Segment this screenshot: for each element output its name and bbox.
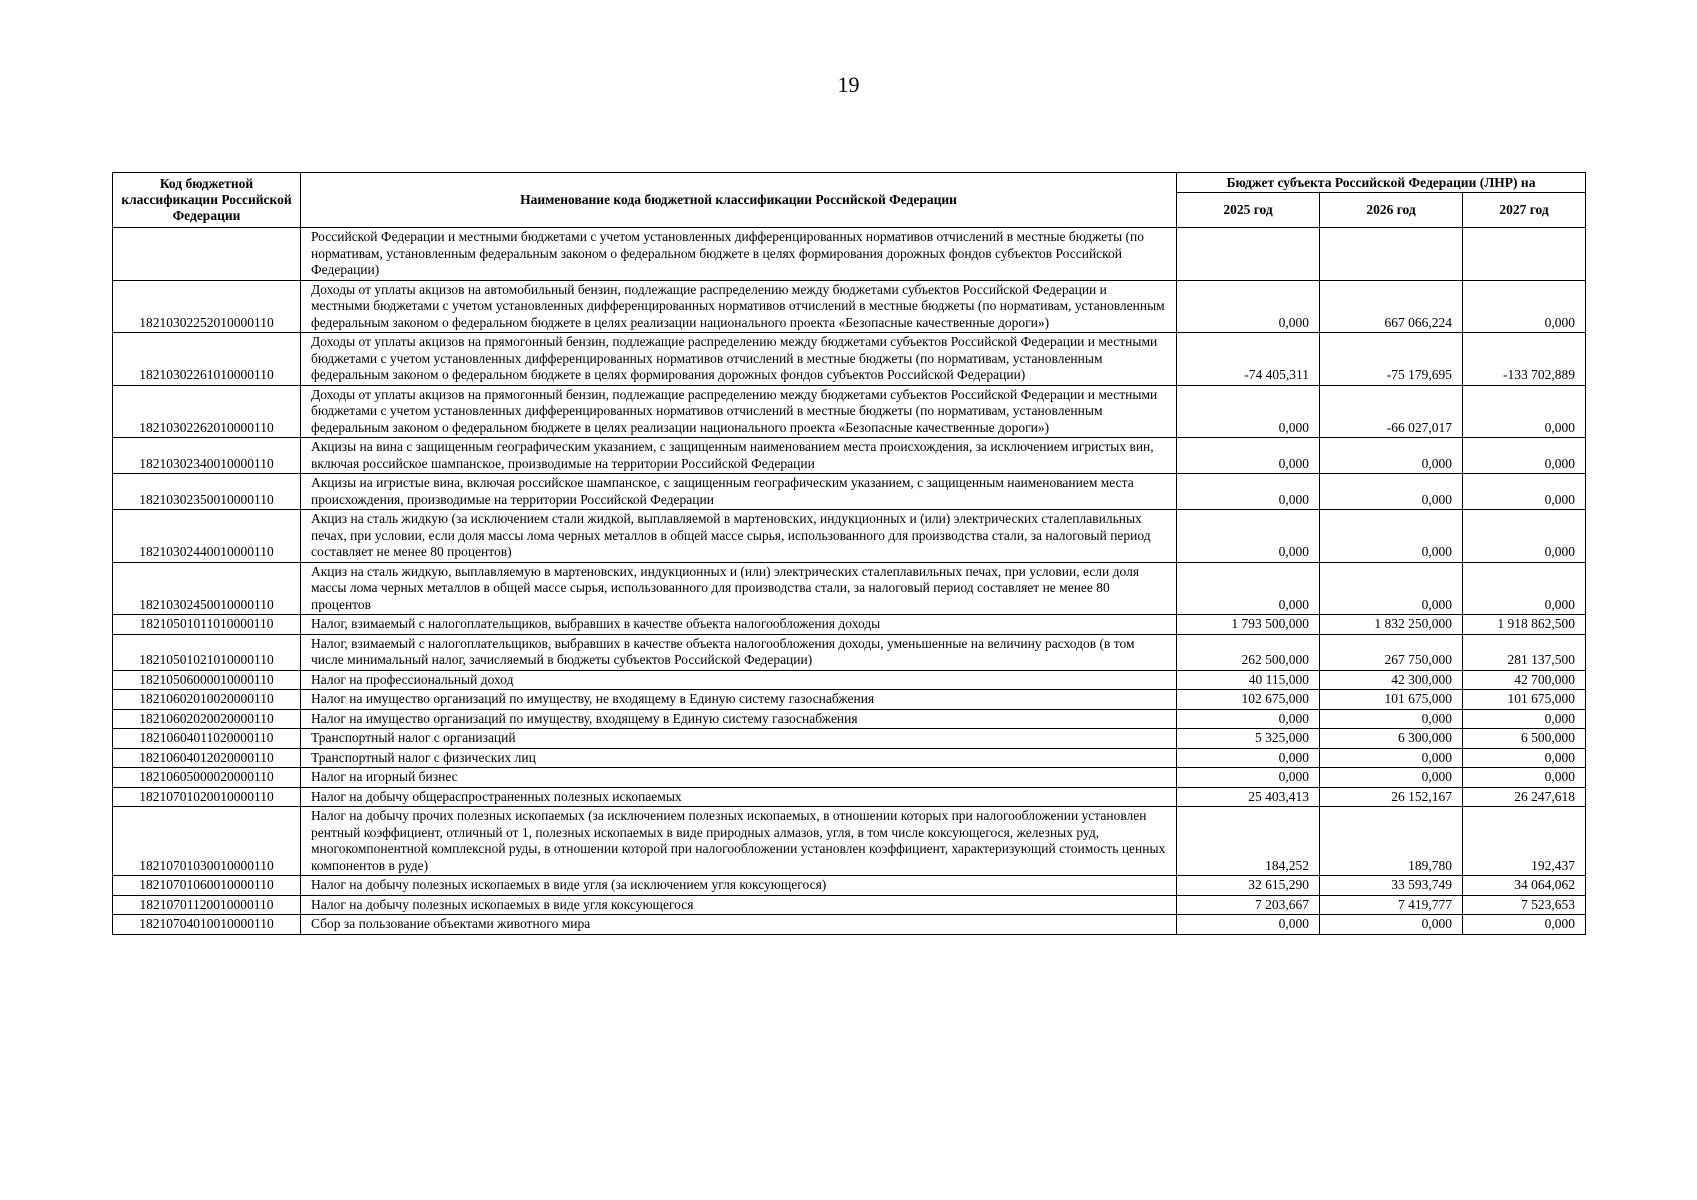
budget-table <box>112 172 1586 935</box>
row-value-2026: 1 832 250,000 <box>1320 615 1463 635</box>
row-value-2025: 0,000 <box>1177 768 1320 788</box>
table-row <box>113 634 1586 670</box>
row-value-2025: 32 615,290 <box>1177 876 1320 896</box>
row-name: Акциз на сталь жидкую (за исключением стали жидкой, выплавляемой в мартеновских, индукционных и (или) электрических сталеплавильных печах, при условии, если доля массы лома черных металлов в общей массе сырья, использованного для производства стали, за налоговый период составляет не менее 80 процентов) <box>301 510 1177 563</box>
row-code <box>113 228 301 281</box>
table-row <box>113 876 1586 896</box>
table-row <box>113 915 1586 935</box>
row-name: Налог, взимаемый с налогоплательщиков, выбравших в качестве объекта налогообложения доходы <box>301 615 1177 635</box>
row-value-2027: 0,000 <box>1463 915 1586 935</box>
table-row <box>113 438 1586 474</box>
table-row <box>113 807 1586 876</box>
table-row <box>113 615 1586 635</box>
row-name: Сбор за пользование объектами животного мира <box>301 915 1177 935</box>
table-header <box>113 173 1586 228</box>
table-row <box>113 333 1586 386</box>
row-name: Российской Федерации и местными бюджетами с учетом установленных дифференцированных нормативов отчислений в местные бюджеты (по нормативам, установленным федеральным законом о федеральном бюджете в целях формирования дорожных фондов субъектов Российской Федерации) <box>301 228 1177 281</box>
row-name: Акциз на сталь жидкую, выплавляемую в мартеновских, индукционных и (или) электрических сталеплавильных печах, при условии, если доля массы лома черных металлов в общей массе сырья, использованного для производства стали, за налоговый период составляет не менее 80 процентов <box>301 562 1177 615</box>
row-value-2025: 7 203,667 <box>1177 895 1320 915</box>
row-code: 18210302440010000110 <box>113 510 301 563</box>
row-value-2026: 0,000 <box>1320 474 1463 510</box>
row-code: 18210302450010000110 <box>113 562 301 615</box>
table-row <box>113 709 1586 729</box>
row-value-2025: 0,000 <box>1177 748 1320 768</box>
row-value-2027: 0,000 <box>1463 748 1586 768</box>
row-name: Налог на добычу полезных ископаемых в виде угля коксующегося <box>301 895 1177 915</box>
row-value-2025: 0,000 <box>1177 438 1320 474</box>
table-row <box>113 280 1586 333</box>
row-name: Акцизы на вина с защищенным географическим указанием, с защищенным наименованием места происхождения, за исключением игристых вин, включая российское шампанское, производимые на территории Российской Федерации <box>301 438 1177 474</box>
table-row <box>113 787 1586 807</box>
header-year-2027: 2027 год <box>1463 193 1586 228</box>
row-code: 18210604012020000110 <box>113 748 301 768</box>
row-code: 18210506000010000110 <box>113 670 301 690</box>
row-value-2026: 42 300,000 <box>1320 670 1463 690</box>
row-value-2026: -75 179,695 <box>1320 333 1463 386</box>
table-row <box>113 729 1586 749</box>
row-value-2025: 102 675,000 <box>1177 690 1320 710</box>
table-body <box>113 228 1586 935</box>
row-name: Налог, взимаемый с налогоплательщиков, выбравших в качестве объекта налогообложения доходы, уменьшенные на величину расходов (в том числе минимальный налог, зачисляемый в бюджеты субъектов Российской Федерации) <box>301 634 1177 670</box>
row-name: Налог на добычу прочих полезных ископаемых (за исключением полезных ископаемых, в отношении которых при налогообложении установлен рентный коэффициент, отличный от 1, полезных ископаемых в виде природных алмазов, угля, в том числе коксующегося, железных руд, многокомпонентной комплексной руды, в отношении которой при налогообложении установлен коэффициент, характеризующий стоимость ценных компонентов в руде) <box>301 807 1177 876</box>
page-number: 19 <box>837 72 860 97</box>
row-value-2025: 0,000 <box>1177 280 1320 333</box>
table-row <box>113 768 1586 788</box>
row-value-2026: 0,000 <box>1320 915 1463 935</box>
row-value-2027: 34 064,062 <box>1463 876 1586 896</box>
row-value-2025: 184,252 <box>1177 807 1320 876</box>
row-code: 18210701030010000110 <box>113 807 301 876</box>
row-name: Акцизы на игристые вина, включая российское шампанское, с защищенным географическим указанием, с защищенным наименованием места происхождения, производимые на территории Российской Федерации <box>301 474 1177 510</box>
row-code: 18210701120010000110 <box>113 895 301 915</box>
row-code: 18210302262010000110 <box>113 385 301 438</box>
header-name: Наименование кода бюджетной классификации Российской Федерации <box>301 173 1177 228</box>
row-name: Транспортный налог с организаций <box>301 729 1177 749</box>
table-row <box>113 510 1586 563</box>
row-code: 18210501021010000110 <box>113 634 301 670</box>
table-row <box>113 562 1586 615</box>
row-value-2027: 1 918 862,500 <box>1463 615 1586 635</box>
row-value-2026: 6 300,000 <box>1320 729 1463 749</box>
row-value-2026: 33 593,749 <box>1320 876 1463 896</box>
row-name: Доходы от уплаты акцизов на автомобильный бензин, подлежащие распределению между бюджетами субъектов Российской Федерации и местными бюджетами с учетом установленных дифференцированных нормативов отчислений в местные бюджеты (по нормативам, установленным федеральным законом о федеральном бюджете в целях реализации национального проекта «Безопасные качественные дороги») <box>301 280 1177 333</box>
table-row <box>113 670 1586 690</box>
row-value-2025: 0,000 <box>1177 474 1320 510</box>
row-code: 18210701020010000110 <box>113 787 301 807</box>
row-value-2025: 0,000 <box>1177 915 1320 935</box>
row-value-2027: 6 500,000 <box>1463 729 1586 749</box>
row-name: Доходы от уплаты акцизов на прямогонный бензин, подлежащие распределению между бюджетами субъектов Российской Федерации и местными бюджетами с учетом установленных дифференцированных нормативов отчислений в местные бюджеты (по нормативам, установленным федеральным законом о федеральном бюджете в целях формирования дорожных фондов субъектов Российской Федерации) <box>301 333 1177 386</box>
row-value-2025: 0,000 <box>1177 385 1320 438</box>
table-row <box>113 690 1586 710</box>
row-value-2025 <box>1177 228 1320 281</box>
row-value-2027: 0,000 <box>1463 562 1586 615</box>
row-value-2027: 0,000 <box>1463 280 1586 333</box>
row-value-2026: 267 750,000 <box>1320 634 1463 670</box>
row-name: Налог на профессиональный доход <box>301 670 1177 690</box>
header-year-2025: 2025 год <box>1177 193 1320 228</box>
row-value-2027: 0,000 <box>1463 709 1586 729</box>
table-row <box>113 385 1586 438</box>
row-value-2025: 0,000 <box>1177 510 1320 563</box>
row-value-2026: 667 066,224 <box>1320 280 1463 333</box>
row-value-2026: -66 027,017 <box>1320 385 1463 438</box>
row-code: 18210302252010000110 <box>113 280 301 333</box>
row-value-2026: 0,000 <box>1320 510 1463 563</box>
table-row <box>113 895 1586 915</box>
row-value-2027: 0,000 <box>1463 510 1586 563</box>
row-name: Налог на добычу полезных ископаемых в виде угля (за исключением угля коксующегося) <box>301 876 1177 896</box>
row-value-2025: 40 115,000 <box>1177 670 1320 690</box>
row-value-2025: -74 405,311 <box>1177 333 1320 386</box>
row-value-2026: 101 675,000 <box>1320 690 1463 710</box>
row-value-2027: 101 675,000 <box>1463 690 1586 710</box>
row-value-2027 <box>1463 228 1586 281</box>
row-code: 18210701060010000110 <box>113 876 301 896</box>
table-row <box>113 228 1586 281</box>
row-value-2027: 0,000 <box>1463 385 1586 438</box>
row-code: 18210605000020000110 <box>113 768 301 788</box>
row-code: 18210602010020000110 <box>113 690 301 710</box>
row-value-2025: 0,000 <box>1177 562 1320 615</box>
row-value-2027: 192,437 <box>1463 807 1586 876</box>
row-code: 18210302340010000110 <box>113 438 301 474</box>
table-row <box>113 474 1586 510</box>
row-value-2026: 0,000 <box>1320 748 1463 768</box>
row-code: 18210704010010000110 <box>113 915 301 935</box>
row-value-2027: 26 247,618 <box>1463 787 1586 807</box>
row-value-2025: 1 793 500,000 <box>1177 615 1320 635</box>
row-value-2026: 189,780 <box>1320 807 1463 876</box>
row-value-2027: 281 137,500 <box>1463 634 1586 670</box>
row-value-2027: 42 700,000 <box>1463 670 1586 690</box>
row-code: 18210501011010000110 <box>113 615 301 635</box>
row-value-2026: 0,000 <box>1320 768 1463 788</box>
table-row <box>113 748 1586 768</box>
row-value-2025: 5 325,000 <box>1177 729 1320 749</box>
row-name: Налог на игорный бизнес <box>301 768 1177 788</box>
header-year-2026: 2026 год <box>1320 193 1463 228</box>
header-budget: Бюджет субъекта Российской Федерации (ЛНР) на <box>1177 173 1586 193</box>
row-value-2026: 26 152,167 <box>1320 787 1463 807</box>
row-name: Налог на имущество организаций по имуществу, не входящему в Единую систему газоснабжения <box>301 690 1177 710</box>
row-code: 18210302350010000110 <box>113 474 301 510</box>
header-code: Код бюджетной классификации Российской Федерации <box>113 173 301 228</box>
row-name: Доходы от уплаты акцизов на прямогонный бензин, подлежащие распределению между бюджетами субъектов Российской Федерации и местными бюджетами с учетом установленных дифференцированных нормативов отчислений в местные бюджеты (по нормативам, установленным федеральным законом о федеральном бюджете в целях реализации национального проекта «Безопасные качественные дороги») <box>301 385 1177 438</box>
row-value-2026 <box>1320 228 1463 281</box>
row-name: Налог на имущество организаций по имуществу, входящему в Единую систему газоснабжения <box>301 709 1177 729</box>
row-code: 18210602020020000110 <box>113 709 301 729</box>
row-name: Налог на добычу общераспространенных полезных ископаемых <box>301 787 1177 807</box>
row-value-2025: 262 500,000 <box>1177 634 1320 670</box>
row-value-2027: 7 523,653 <box>1463 895 1586 915</box>
row-value-2027: 0,000 <box>1463 768 1586 788</box>
row-value-2027: 0,000 <box>1463 438 1586 474</box>
row-value-2027: -133 702,889 <box>1463 333 1586 386</box>
row-value-2025: 0,000 <box>1177 709 1320 729</box>
row-value-2026: 0,000 <box>1320 709 1463 729</box>
row-code: 18210604011020000110 <box>113 729 301 749</box>
row-value-2026: 0,000 <box>1320 562 1463 615</box>
row-code: 18210302261010000110 <box>113 333 301 386</box>
row-value-2027: 0,000 <box>1463 474 1586 510</box>
row-value-2026: 7 419,777 <box>1320 895 1463 915</box>
row-name: Транспортный налог с физических лиц <box>301 748 1177 768</box>
row-value-2025: 25 403,413 <box>1177 787 1320 807</box>
row-value-2026: 0,000 <box>1320 438 1463 474</box>
